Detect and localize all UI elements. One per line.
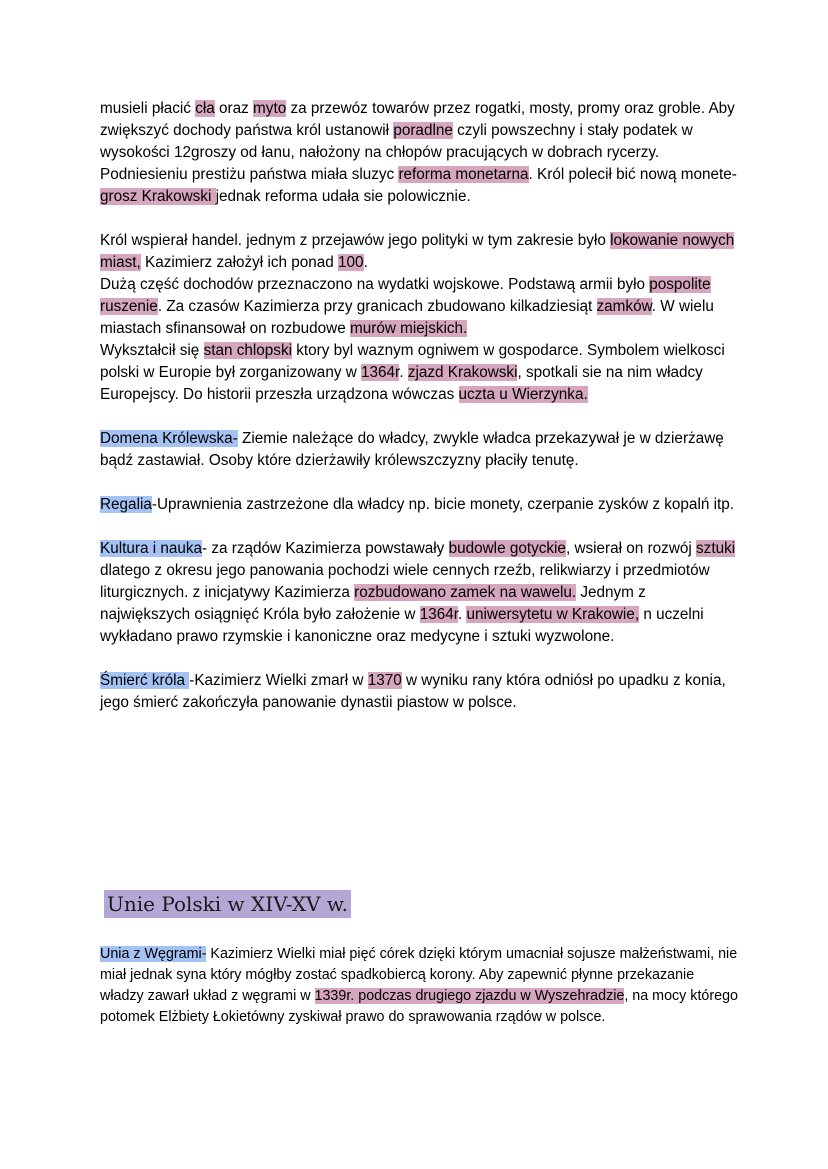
highlighted-term: 1370 bbox=[367, 672, 402, 689]
text-run: jednak reforma udała sie polowicznie. bbox=[215, 188, 471, 205]
highlighted-term: lokowanie nowych miast, bbox=[100, 232, 735, 271]
text-run: Król wspierał handel. jednym z przejawów jego polityki w tym zakresie było bbox=[100, 232, 611, 249]
text-run: . bbox=[457, 606, 467, 623]
text-run: , wsierał on rozwój bbox=[565, 540, 697, 557]
paragraph bbox=[100, 428, 740, 472]
highlighted-term: cła bbox=[195, 100, 215, 117]
paragraph-spacer bbox=[100, 406, 740, 428]
text-run: czyli powszechny i stały podatek w wysokości 12groszy od łanu, nałożony na chłopów pracujących w dobrach rycerzy. bbox=[100, 122, 693, 161]
highlighted-term: poradlne bbox=[393, 122, 453, 139]
paragraph-spacer bbox=[100, 516, 740, 538]
highlighted-term: pospolite ruszenie bbox=[100, 276, 711, 315]
defined-term: Unia z Węgrami- bbox=[100, 946, 207, 962]
paragraph bbox=[100, 944, 740, 1028]
text-run: Jednym z największych osiągnięć Króla było założenie w bbox=[100, 584, 646, 623]
paragraph bbox=[100, 494, 740, 516]
notes-body bbox=[100, 98, 740, 714]
text-run: ktory byl waznym ogniwem w gospodarce. Symbolem wielkosci polski w Europie był zorganizowany w bbox=[100, 342, 725, 381]
text-run: w wyniku rany która odniósł po upadku z konia, jego śmierć zakończyła panowanie dynastii piastow w polsce. bbox=[100, 672, 726, 711]
text-run: oraz bbox=[214, 100, 254, 117]
text-run: . Za czasów Kazimierza przy granicach zbudowano kilkadziesiąt bbox=[157, 298, 597, 315]
paragraph-spacer bbox=[100, 648, 740, 670]
paragraph bbox=[100, 670, 740, 714]
highlighted-term: zjazd Krakowski bbox=[407, 364, 518, 381]
text-run: . Król polecił bić nową monete- bbox=[528, 166, 737, 183]
highlighted-term: reforma monetarna bbox=[398, 166, 529, 183]
highlighted-term: sztuki bbox=[696, 540, 736, 557]
paragraph bbox=[100, 538, 740, 648]
defined-term: Kultura i nauka bbox=[100, 540, 203, 557]
highlighted-term: uniwersytetu w Krakowie, bbox=[466, 606, 640, 623]
text-run: . bbox=[363, 254, 368, 271]
text-run: -Uprawnienia zastrzeżone dla władcy np. bicie monety, czerpanie zysków z kopalń itp. bbox=[151, 496, 735, 513]
highlighted-term: 1339r. podczas drugiego zjazdu w Wyszehradzie bbox=[314, 988, 625, 1004]
highlighted-term: murów miejskich. bbox=[350, 320, 468, 337]
text-run: dlatego z okresu jego panowania pochodzi wiele cennych rzeźb, relikwiarzy i przedmiotów liturgicznych. z inicjatywy Kazimierza bbox=[100, 562, 710, 601]
paragraph-spacer bbox=[100, 472, 740, 494]
highlighted-term: 100 bbox=[338, 254, 364, 271]
paragraph bbox=[100, 164, 740, 208]
paragraph bbox=[100, 230, 740, 274]
text-run: , spotkali sie na nim władcy Europejscy. Do historii przeszła urządzona wówczas bbox=[100, 364, 703, 403]
section-heading: Unie Polski w XIV-XV w. bbox=[104, 890, 351, 918]
text-run: Ziemie należące do władcy, zwykle władca przekazywał je w dzierżawę bądź zastawiał. Osoby które dzierżawiły królewszczyzny płaciły tenutę. bbox=[100, 430, 724, 469]
defined-term: Regalia bbox=[100, 496, 152, 513]
text-run: . bbox=[399, 364, 408, 381]
paragraph bbox=[100, 98, 740, 164]
text-run: Kazimierz Wielki miał pięć córek dzięki którym umacniał sojusze małżeństwami, nie miał jednak syna który mógłby zostać spadkobiercą korony. Aby zapewnić płynne przekazanie władzy zawarł układ z węgrami w bbox=[100, 946, 738, 1004]
paragraph bbox=[100, 340, 740, 406]
highlighted-term: 1364r bbox=[419, 606, 458, 623]
text-run: - za rządów Kazimierza powstawały bbox=[202, 540, 449, 557]
text-run: Podniesieniu prestiżu państwa miała sluzyc bbox=[100, 166, 399, 183]
highlighted-term: budowle gotyckie bbox=[448, 540, 566, 557]
text-run: za przewóz towarów przez rogatki, mosty, promy oraz groble. Aby zwiększyć dochody państwa król ustanowił bbox=[100, 100, 735, 139]
defined-term: Śmierć króla bbox=[100, 672, 190, 689]
highlighted-term: zamków bbox=[596, 298, 652, 315]
text-run: -Kazimierz Wielki zmarł w bbox=[189, 672, 368, 689]
highlighted-term: grosz Krakowski bbox=[100, 188, 216, 205]
text-run: , na mocy którego potomek Elżbiety Łokietówny zyskiwał prawo do sprawowania rządów w polsce. bbox=[100, 988, 738, 1025]
defined-term: Domena Królewska- bbox=[100, 430, 238, 447]
text-run: Dużą część dochodów przeznaczono na wydatki wojskowe. Podstawą armii było bbox=[100, 276, 650, 293]
text-run: n uczelni wykładano prawo rzymskie i kanoniczne oraz medycyne i sztuki wyzwolone. bbox=[100, 606, 704, 645]
highlighted-term: myto bbox=[253, 100, 287, 117]
paragraph-spacer bbox=[100, 208, 740, 230]
highlighted-term: rozbudowano zamek na wawelu. bbox=[354, 584, 577, 601]
highlighted-term: stan chlopski bbox=[203, 342, 292, 359]
text-run: musieli płacić bbox=[100, 100, 196, 117]
highlighted-term: 1364r bbox=[361, 364, 400, 381]
highlighted-term: uczta u Wierzynka. bbox=[458, 386, 588, 403]
text-run: Kazimierz założył ich ponad bbox=[140, 254, 339, 271]
notes-section-unions bbox=[100, 944, 740, 1028]
text-run: Wykształcił się bbox=[100, 342, 204, 359]
paragraph bbox=[100, 274, 740, 340]
text-run: . W wielu miastach sfinansował on rozbudowe bbox=[100, 298, 714, 337]
